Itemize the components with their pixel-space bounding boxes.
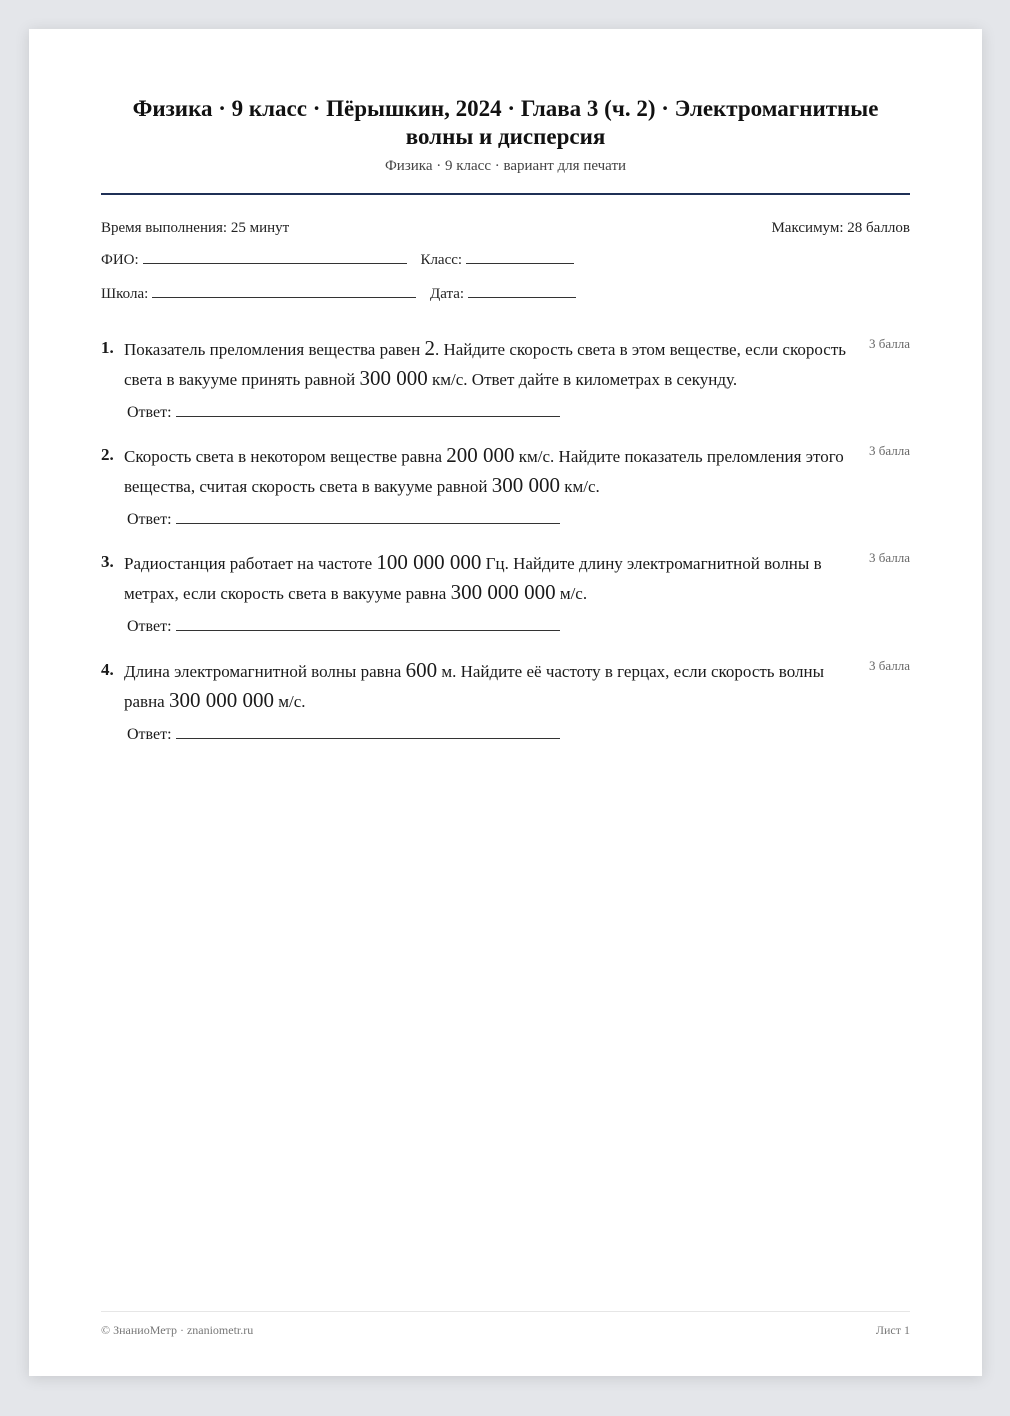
answer-row bbox=[127, 511, 560, 529]
task-points: 3 балла bbox=[869, 658, 910, 673]
school-label: Школа: bbox=[101, 286, 149, 302]
task-number: 1. bbox=[101, 338, 114, 357]
task-points: 3 балла bbox=[869, 443, 910, 458]
footer-divider bbox=[101, 1311, 910, 1312]
school-date-row bbox=[101, 286, 576, 303]
school-field[interactable] bbox=[152, 296, 416, 298]
task-number: 4. bbox=[101, 660, 114, 679]
date-label: Дата: bbox=[430, 286, 465, 302]
task-text: Длина электромагнитной волны равна 600 м. Найдите её частоту в герцах, если скорость волны равна 300 000 000 м/с. bbox=[124, 658, 824, 712]
answer-row bbox=[127, 404, 560, 422]
max-score: Максимум: 28 баллов bbox=[771, 220, 910, 236]
class-field[interactable] bbox=[466, 262, 574, 264]
class-label: Класс: bbox=[420, 252, 463, 268]
answer-row bbox=[127, 726, 560, 744]
answer-field[interactable] bbox=[176, 522, 560, 524]
footer-copyright: © ЗнаниоМетр · znaniometr.ru bbox=[101, 1323, 254, 1337]
worksheet-page bbox=[29, 29, 982, 1376]
task-text: Показатель преломления вещества равен 2. Найдите скорость света в этом веществе, если скорость света в вакууме принять равной 300 000 км/с. Ответ дайте в километрах в секунду. bbox=[124, 336, 847, 390]
answer-field[interactable] bbox=[176, 415, 560, 417]
task-number: 3. bbox=[101, 552, 114, 571]
answer-field[interactable] bbox=[176, 629, 560, 631]
page-title: Физика · 9 класс · Пёрышкин, 2024 · Глава 3 (ч. 2) · Электромагнитные волны и дисперсия bbox=[132, 96, 879, 149]
task-text: Радиостанция работает на частоте 100 000 000 Гц. Найдите длину электромагнитной волны в метрах, если скорость света в вакууме равна 300 000 000 м/с. bbox=[124, 550, 822, 604]
answer-label: Ответ: bbox=[127, 726, 172, 743]
task-points: 3 балла bbox=[869, 550, 910, 565]
fio-field[interactable] bbox=[143, 262, 407, 264]
task-points: 3 балла bbox=[869, 336, 910, 351]
answer-field[interactable] bbox=[176, 737, 560, 739]
fio-class-row bbox=[101, 252, 574, 269]
footer-sheet-number: Лист 1 bbox=[875, 1323, 910, 1337]
answer-label: Ответ: bbox=[127, 511, 172, 528]
time-limit: Время выполнения: 25 минут bbox=[101, 220, 290, 236]
task-number: 2. bbox=[101, 445, 114, 464]
fio-label: ФИО: bbox=[101, 252, 139, 268]
page-subtitle: Физика · 9 класс · вариант для печати bbox=[384, 158, 627, 174]
answer-label: Ответ: bbox=[127, 404, 172, 421]
task-text: Скорость света в некотором веществе равна 200 000 км/с. Найдите показатель преломления этого вещества, считая скорость света в вакууме равной 300 000 км/с. bbox=[124, 443, 844, 497]
date-field[interactable] bbox=[468, 296, 576, 298]
answer-label: Ответ: bbox=[127, 618, 172, 635]
header-divider bbox=[101, 193, 910, 195]
answer-row bbox=[127, 618, 560, 636]
